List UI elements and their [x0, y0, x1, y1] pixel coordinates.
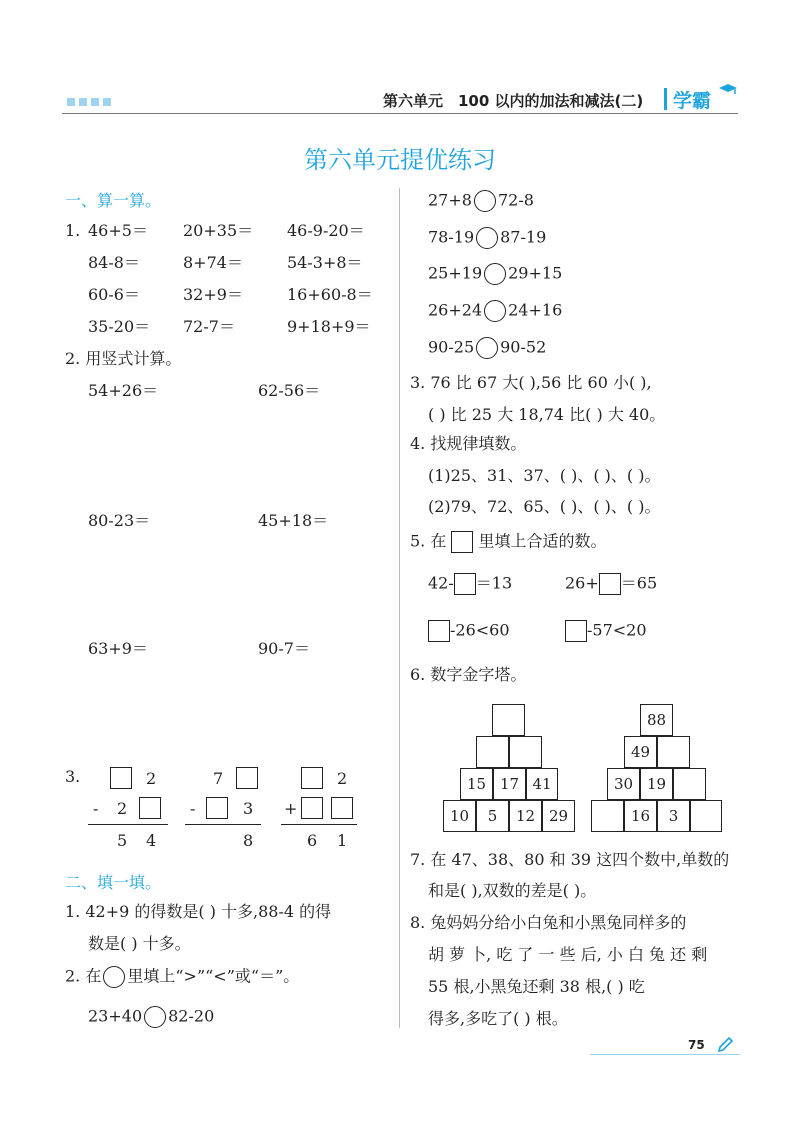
pattern-sequence: (1)25、31、37、( )、( )、( )。	[428, 466, 661, 485]
question-label: 4. 找规律填数。	[410, 434, 527, 453]
sum-line	[88, 824, 168, 825]
question-text: 3. 76 比 67 大( ),56 比 60 小( ),	[410, 373, 652, 392]
compare-item: 25+19 29+15	[428, 263, 562, 285]
pyramid-cell: 49	[624, 736, 657, 768]
page-number: 75	[688, 1038, 705, 1052]
calc-item: 16+60-8＝	[287, 285, 373, 304]
question-label: 2. 用竖式计算。	[65, 349, 182, 368]
question-text: 胡 萝 卜, 吃 了 一 些 后, 小 白 兔 还 剩	[428, 945, 708, 964]
answer-box[interactable]	[428, 620, 450, 642]
vertical-calc-item: 80-23＝	[88, 511, 151, 530]
question-text: 5. 在 里填上合适的数。	[410, 531, 607, 553]
question-text: 数是( ) 十多。	[88, 934, 191, 953]
pyramid-cell: 16	[624, 800, 657, 832]
compare-circle[interactable]	[484, 300, 506, 322]
column-divider	[399, 188, 400, 1028]
compare-circle[interactable]	[476, 337, 498, 359]
pyramid-cell: 3	[657, 800, 690, 832]
pencil-icon	[716, 1036, 734, 1054]
header-decoration	[79, 98, 87, 106]
pyramid-cell: 5	[476, 800, 509, 832]
digit: 2	[117, 799, 128, 818]
question-number: 3.	[65, 767, 81, 786]
pyramid-cell: 41	[526, 768, 558, 800]
digit: 5	[117, 831, 128, 850]
answer-box[interactable]	[599, 573, 621, 595]
vertical-calc-item: 45+18＝	[258, 511, 329, 530]
question-text: 7. 在 47、38、80 和 39 这四个数中,单数的	[410, 850, 730, 869]
compare-circle[interactable]	[476, 227, 498, 249]
pyramid-cell[interactable]	[476, 736, 509, 768]
pyramid-cell[interactable]	[591, 800, 624, 832]
pyramid-cell: 17	[493, 768, 526, 800]
blank-box[interactable]	[301, 767, 323, 789]
calc-item: 60-6＝	[88, 285, 140, 304]
compare-circle[interactable]	[484, 263, 506, 285]
digit: 6	[307, 831, 318, 850]
pyramid-cell: 30	[607, 768, 640, 800]
pyramid-cell: 10	[443, 800, 476, 832]
blank-box[interactable]	[206, 797, 228, 819]
answer-box[interactable]	[454, 573, 476, 595]
sum-line	[281, 824, 357, 825]
pyramid-cell[interactable]	[690, 800, 722, 832]
operator: +	[284, 799, 298, 818]
digit: 2	[337, 769, 348, 788]
digit: 1	[337, 831, 348, 850]
blank-box[interactable]	[139, 797, 161, 819]
vertical-calc-item: 62-56＝	[258, 381, 321, 400]
fill-box-item: -57<20	[565, 620, 647, 642]
calc-item: 72-7＝	[183, 317, 235, 336]
pyramid-cell: 15	[460, 768, 493, 800]
pyramid-cell[interactable]	[492, 704, 525, 736]
blank-box[interactable]	[110, 767, 132, 789]
pyramid-cell: 88	[640, 704, 673, 736]
header-decoration	[91, 98, 99, 106]
calc-item: 84-8＝	[88, 253, 140, 272]
sum-line	[185, 824, 261, 825]
question-text: 2. 在 里填上“>”“<”或“＝”。	[65, 966, 299, 988]
header-brand-bar	[664, 88, 667, 110]
header-decoration	[103, 98, 111, 106]
graduation-cap-icon	[718, 82, 738, 96]
section-title-fill: 二、填一填。	[65, 873, 162, 892]
section-title-calc: 一、算一算。	[65, 191, 162, 210]
header-decoration	[67, 98, 75, 106]
pyramid-cell: 12	[509, 800, 542, 832]
blank-box[interactable]	[301, 797, 323, 819]
compare-item: 26+24 24+16	[428, 300, 562, 322]
question-label: 6. 数字金字塔。	[410, 665, 527, 684]
pyramid-cell: 29	[542, 800, 575, 832]
pyramid-cell[interactable]	[673, 768, 706, 800]
pyramid-cell[interactable]	[509, 736, 542, 768]
calc-item: 35-20＝	[88, 317, 151, 336]
header-subtitle: 100 以内的加法和减法(二)	[458, 92, 644, 110]
header-rule	[62, 113, 738, 114]
vertical-calc-item: 54+26＝	[88, 381, 159, 400]
answer-box[interactable]	[565, 620, 587, 642]
blank-box[interactable]	[236, 767, 258, 789]
compare-circle[interactable]	[474, 190, 496, 212]
compare-item: 90-25 90-52	[428, 337, 546, 359]
question-text: 8. 兔妈妈分给小白兔和小黑兔同样多的	[410, 913, 687, 932]
calc-item: 32+9＝	[183, 285, 243, 304]
question-text: 1. 42+9 的得数是( ) 十多,88-4 的得	[65, 902, 332, 921]
digit: 8	[243, 831, 254, 850]
question-text: 和是( ),双数的差是( )。	[428, 881, 597, 900]
digit: 3	[243, 799, 254, 818]
fill-box-item: -26<60	[428, 620, 510, 642]
calc-item: 54-3+8＝	[287, 253, 363, 272]
pattern-sequence: (2)79、72、65、( )、( )、( )。	[428, 497, 661, 516]
digit: 7	[213, 769, 224, 788]
footer-rule	[590, 1054, 740, 1055]
calc-item: 46+5＝	[88, 221, 148, 240]
calc-item: 8+74＝	[183, 253, 243, 272]
fill-box-item: 42- ＝13	[428, 573, 512, 595]
operator: -	[93, 799, 99, 818]
header-unit: 第六单元	[383, 92, 444, 110]
vertical-calc-item: 63+9＝	[88, 639, 148, 658]
compare-item: 78-19 87-19	[428, 227, 546, 249]
question-number: 1.	[65, 221, 81, 240]
compare-circle-example	[103, 966, 125, 988]
operator: -	[190, 799, 196, 818]
vertical-calc-item: 90-7＝	[258, 639, 310, 658]
compare-item: 23+40 82-20	[88, 1006, 214, 1028]
question-text: ( ) 比 25 大 18,74 比( ) 大 40。	[428, 405, 666, 424]
box-example-icon	[451, 531, 473, 553]
compare-item: 27+8 72-8	[428, 190, 534, 212]
brand-logo: 学霸	[673, 90, 712, 112]
page-title: 第六单元提优练习	[304, 146, 496, 174]
blank-box[interactable]	[331, 797, 353, 819]
calc-item: 20+35＝	[183, 221, 254, 240]
calc-item: 46-9-20＝	[287, 221, 365, 240]
digit: 2	[146, 769, 157, 788]
calc-item: 9+18+9＝	[287, 317, 371, 336]
question-text: 得多,多吃了( ) 根。	[428, 1009, 568, 1028]
pyramid-cell: 19	[640, 768, 673, 800]
digit: 4	[146, 831, 157, 850]
fill-box-item: 26+ ＝65	[565, 573, 657, 595]
question-text: 55 根,小黑兔还剩 38 根,( ) 吃	[428, 977, 645, 996]
pyramid-cell[interactable]	[657, 736, 690, 768]
compare-circle[interactable]	[144, 1006, 166, 1028]
